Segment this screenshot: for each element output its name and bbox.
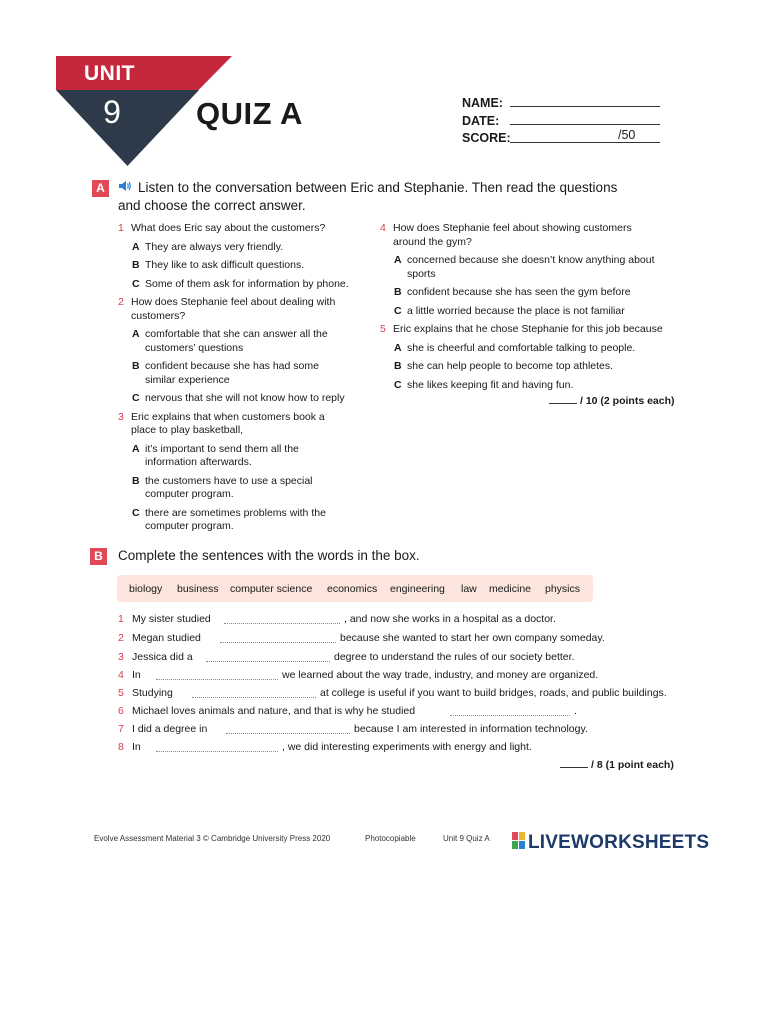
option-text: she is cheerful and comfortable talking to people. — [407, 341, 636, 354]
option-4-c[interactable] — [380, 305, 680, 319]
footer-photocopiable: Photocopiable — [365, 834, 416, 843]
option-letter: A — [394, 254, 402, 266]
sentence-5 — [118, 687, 718, 701]
date-field[interactable] — [510, 124, 660, 125]
score-field[interactable] — [510, 142, 660, 143]
option-2-c[interactable] — [118, 392, 378, 406]
sentence-number: 6 — [118, 705, 124, 717]
option-text: comfortable that she can answer all the customers’ questions — [145, 328, 328, 354]
sentence-7 — [118, 723, 718, 737]
question-number: 3 — [118, 410, 124, 423]
option-letter: C — [132, 506, 140, 519]
question-number: 5 — [380, 323, 386, 335]
option-text: the customers have to use a special computer program. — [145, 474, 313, 500]
word-business: business — [177, 583, 219, 595]
audio-speaker-icon[interactable] — [118, 179, 132, 197]
question-5 — [380, 323, 680, 337]
unit-number: 9 — [103, 94, 121, 130]
option-letter: B — [132, 259, 140, 271]
option-text: a little worried because the place is not familiar — [407, 304, 625, 317]
question-number: 4 — [380, 222, 386, 234]
option-1-c[interactable] — [118, 278, 378, 292]
option-text: concerned because she doesn’t know anything about sports — [407, 254, 655, 280]
option-text: there are sometimes problems with the computer program. — [145, 506, 326, 532]
question-2 — [118, 296, 378, 323]
word-computer-science: computer science — [230, 583, 313, 595]
sentence-text-before: Studying — [132, 687, 173, 699]
option-letter: A — [132, 328, 140, 340]
date-label: DATE: — [462, 114, 500, 128]
option-2-a[interactable] — [118, 328, 378, 355]
question-text: Eric explains that when customers book a place to play basketball, — [131, 410, 325, 436]
sentence-text-before: Michael loves animals and nature, and that is why he studied — [132, 705, 416, 717]
sentence-3 — [118, 651, 718, 665]
sentence-1 — [118, 613, 718, 627]
answer-blank[interactable] — [192, 697, 316, 698]
liveworksheets-logo-icon — [512, 832, 526, 855]
answer-blank[interactable] — [156, 751, 278, 752]
option-letter: B — [132, 360, 140, 372]
sentence-text-after: we learned about the way trade, industry, and money are organized. — [282, 669, 599, 681]
option-4-a[interactable] — [380, 254, 680, 281]
sentence-text-after: because she wanted to start her own company someday. — [340, 632, 605, 644]
section-a-badge: A — [92, 180, 109, 197]
option-5-c[interactable] — [380, 379, 680, 393]
option-letter: B — [132, 474, 140, 487]
answer-blank[interactable] — [226, 733, 350, 734]
sentence-number: 8 — [118, 741, 124, 753]
section-a-score-blank[interactable] — [549, 403, 577, 404]
option-letter: A — [132, 240, 140, 253]
answer-blank[interactable] — [206, 661, 330, 662]
sentence-number: 1 — [118, 613, 124, 625]
question-text: How does Stephanie feel about showing customers around the gym? — [393, 222, 632, 248]
quiz-title: QUIZ A — [196, 96, 303, 131]
sentence-number: 7 — [118, 723, 124, 735]
answer-blank[interactable] — [220, 642, 336, 643]
sentence-text-before: Jessica did a — [132, 651, 193, 663]
question-1 — [118, 222, 378, 236]
question-3 — [118, 411, 378, 438]
sentence-text-after: at college is useful if you want to build bridges, roads, and public buildings. — [320, 687, 667, 699]
word-engineering: engineering — [390, 583, 445, 595]
name-field[interactable] — [510, 106, 660, 107]
option-letter: A — [394, 341, 402, 354]
questions-column-right — [380, 222, 680, 392]
sentence-text-before: Megan studied — [132, 632, 201, 644]
option-letter: A — [132, 442, 140, 455]
option-4-b[interactable] — [380, 286, 680, 300]
sentence-text-before: In — [132, 669, 141, 681]
option-letter: C — [132, 277, 140, 290]
option-text: They are always very friendly. — [145, 240, 284, 253]
sentence-number: 3 — [118, 651, 124, 663]
sentence-8 — [118, 741, 718, 755]
sentence-text-after: degree to understand the rules of our society better. — [334, 651, 575, 663]
unit-label: UNIT — [84, 62, 135, 85]
sentence-text-before: I did a degree in — [132, 723, 208, 735]
option-letter: C — [394, 304, 402, 317]
word-physics: physics — [545, 583, 581, 595]
option-5-b[interactable] — [380, 360, 680, 374]
sentence-4 — [118, 669, 718, 683]
question-text: How does Stephanie feel about dealing with customers? — [131, 296, 336, 322]
option-text: Some of them ask for information by phone. — [145, 277, 349, 290]
option-text: They like to ask difficult questions. — [145, 259, 305, 271]
option-5-a[interactable] — [380, 342, 680, 356]
question-text: What does Eric say about the customers? — [131, 222, 326, 234]
name-label: NAME: — [462, 96, 503, 110]
option-1-a[interactable] — [118, 241, 378, 255]
sentence-text-after: , and now she works in a hospital as a doctor. — [344, 613, 556, 625]
score-max: /50 — [618, 128, 636, 142]
footer-unit-quiz: Unit 9 Quiz A — [443, 834, 490, 843]
section-b-score-blank[interactable] — [560, 767, 588, 768]
score-label: SCORE: — [462, 131, 511, 145]
sentence-text-before: My sister studied — [132, 613, 211, 625]
option-3-b[interactable] — [118, 475, 378, 502]
word-economics: economics — [327, 583, 378, 595]
sentence-number: 4 — [118, 669, 124, 681]
instruction-line-2: and choose the correct answer. — [118, 198, 306, 214]
word-box — [117, 575, 593, 602]
section-b-instruction: Complete the sentences with the words in the box. — [118, 548, 420, 563]
option-letter: C — [132, 392, 140, 404]
option-letter: B — [394, 286, 402, 298]
question-text: Eric explains that he chose Stephanie for this job because — [393, 323, 663, 335]
option-letter: C — [394, 378, 402, 391]
question-number: 2 — [118, 296, 124, 308]
option-text: she likes keeping fit and having fun. — [407, 378, 574, 391]
instruction-line-1: Listen to the conversation between Eric and Stephanie. Then read the questions — [138, 180, 618, 195]
sentence-text-after: because I am interested in information technology. — [354, 723, 588, 735]
answer-blank[interactable] — [224, 623, 340, 624]
sentence-6 — [118, 705, 718, 719]
question-4 — [380, 222, 680, 249]
questions-column-left — [118, 222, 378, 532]
liveworksheets-logo-text: LIVEWORKSHEETS — [528, 832, 710, 853]
section-b-points: / 8 (1 point each) — [560, 759, 674, 771]
option-text: confident because she has seen the gym before — [407, 286, 631, 298]
sentence-text-after: . — [574, 705, 577, 717]
section-b-badge: B — [90, 548, 107, 565]
section-a-instruction — [118, 179, 678, 215]
sentence-number: 5 — [118, 687, 124, 699]
question-number: 1 — [118, 222, 124, 234]
sentence-text-after: , we did interesting experiments with energy and light. — [282, 741, 532, 753]
option-text: she can help people to become top athletes. — [407, 360, 614, 372]
option-letter: B — [394, 360, 402, 372]
section-a-points: / 10 (2 points each) — [549, 395, 675, 407]
option-text: confident because she has had some similar experience — [145, 360, 319, 386]
word-biology: biology — [129, 583, 163, 595]
word-medicine: medicine — [489, 583, 532, 595]
option-2-b[interactable] — [118, 360, 378, 387]
option-text: nervous that she will not know how to reply — [145, 392, 345, 404]
sentence-number: 2 — [118, 632, 124, 644]
option-text: it’s important to send them all the information afterwards. — [145, 442, 299, 468]
option-3-c[interactable] — [118, 507, 378, 534]
word-law: law — [461, 583, 477, 595]
sentence-2 — [118, 632, 718, 646]
option-3-a[interactable] — [118, 443, 378, 470]
answer-blank[interactable] — [450, 715, 570, 716]
sentence-text-before: In — [132, 741, 141, 753]
footer-copyright: Evolve Assessment Material 3 © Cambridge University Press 2020 — [94, 834, 331, 843]
answer-blank[interactable] — [156, 679, 278, 680]
option-1-b[interactable] — [118, 259, 378, 273]
unit-banner — [56, 56, 232, 90]
